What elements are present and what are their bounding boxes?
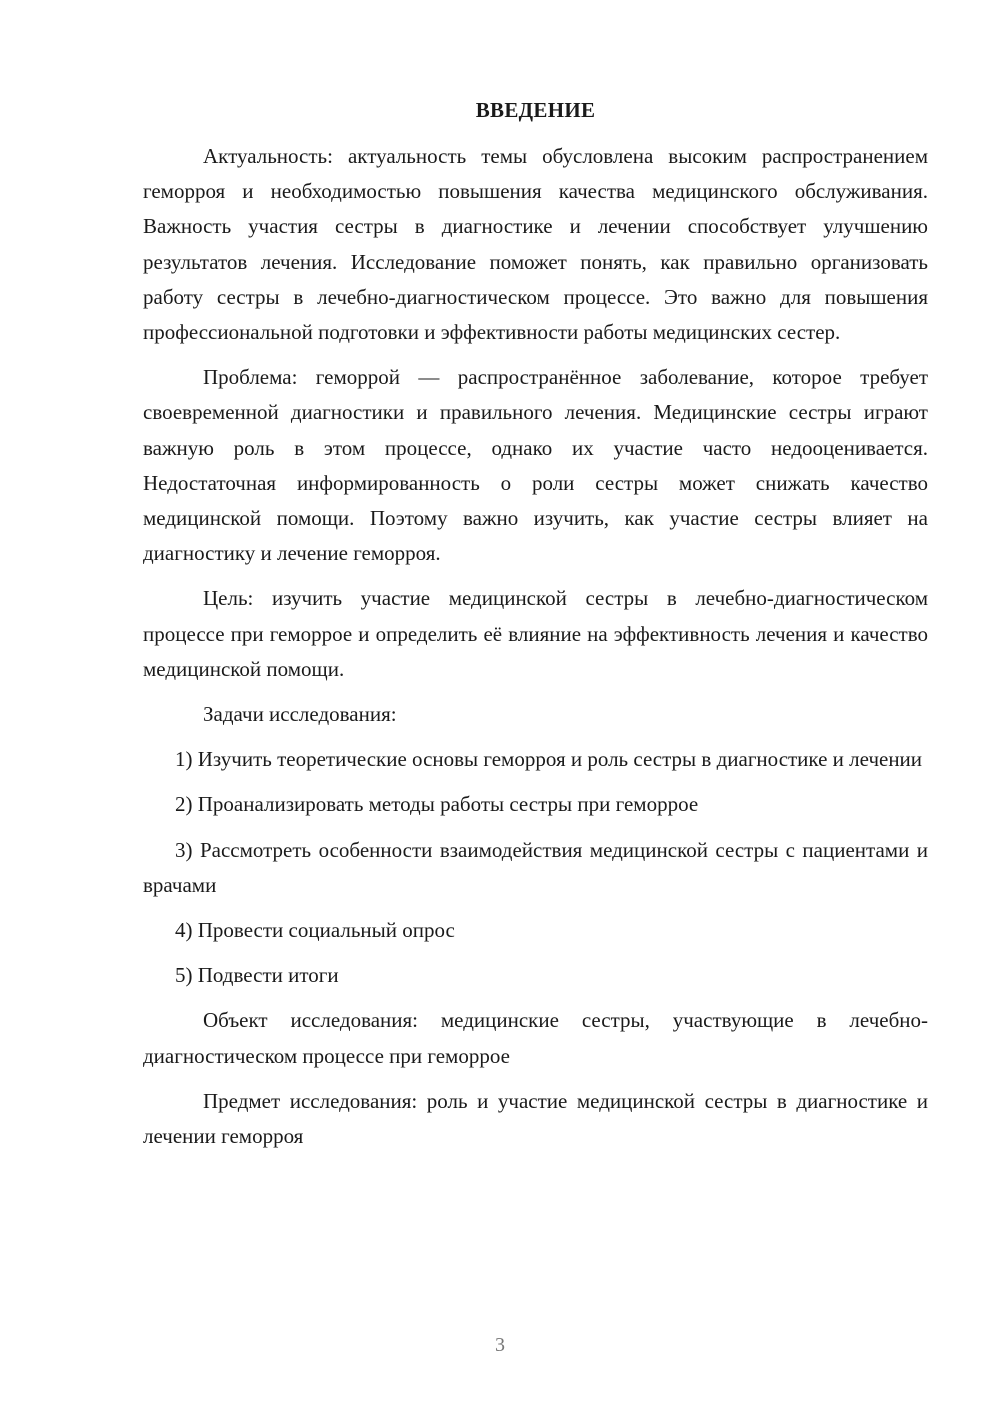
subject-paragraph: Предмет исследования: роль и участие медицинской сестры в диагностике и лечении геморроя xyxy=(143,1088,928,1149)
tasks-heading: Задачи исследования: xyxy=(203,702,397,727)
problem-paragraph: Проблема: геморрой — распространённое заболевание, которое требует своевременной диагностики и правильного лечения. Медицинские сестры играют важную роль в этом процессе, однако их участие часто недооценивается. Недостаточная информированность о роли сестры может снижать качество медицинской помощи. Поэтому важно изучить, как участие сестры влияет на диагностику и лечение геморроя. xyxy=(143,365,928,566)
section-title: ВВЕДЕНИЕ xyxy=(475,98,596,122)
page-number: 3 xyxy=(495,1334,505,1356)
document-page xyxy=(143,95,928,1164)
task-item-5: 5) Подвести итоги xyxy=(175,963,339,988)
task-item-2: 2) Проанализировать методы работы сестры при геморрое xyxy=(175,792,699,817)
task-item-4: 4) Провести социальный опрос xyxy=(175,918,455,943)
task-item-1: 1) Изучить теоретические основы геморроя и роль сестры в диагностике и лечении xyxy=(175,747,923,772)
relevance-paragraph: Актуальность: актуальность темы обусловлена высоким распространением геморроя и необходимостью повышения качества медицинского обслуживания. Важность участия сестры в диагностике и лечении способствует улучшению результатов лечения. Исследование поможет понять, как правильно организовать работу сестры в лечебно-диагностическом процессе. Это важно для повышения профессиональной подготовки и эффективности работы медицинских сестер. xyxy=(143,144,928,345)
task-item-3: 3) Рассмотреть особенности взаимодействия медицинской сестры с пациентами и врачами xyxy=(143,837,928,897)
object-paragraph: Объект исследования: медицинские сестры, участвующие в лечебно-диагностическом процессе при геморрое xyxy=(143,1008,928,1068)
goal-paragraph: Цель: изучить участие медицинской сестры в лечебно-диагностическом процессе при геморрое и определить её влияние на эффективность лечения и качество медицинской помощи. xyxy=(143,586,928,681)
